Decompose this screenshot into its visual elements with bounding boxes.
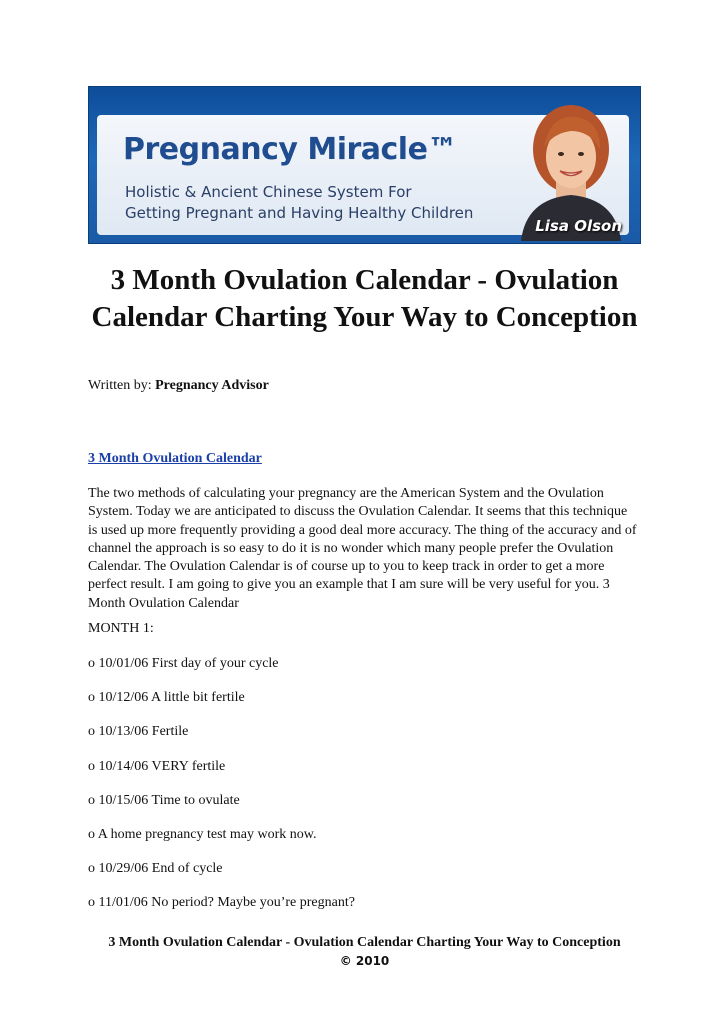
cycle-list — [88, 655, 355, 929]
banner-title: Pregnancy Miracle™ — [123, 132, 457, 167]
byline-prefix: Written by: — [88, 378, 152, 393]
footer-copyright: © 2010 — [339, 954, 390, 968]
list-item: o 10/14/06 VERY fertile — [88, 758, 226, 774]
list-item: o 10/01/06 First day of your cycle — [88, 656, 279, 671]
footer-title: 3 Month Ovulation Calendar - Ovulation Calendar Charting Your Way to Conception — [108, 935, 621, 950]
list-item: o 10/15/06 Time to ovulate — [88, 792, 240, 808]
list-item: o A home pregnancy test may work now. — [88, 826, 317, 842]
byline — [88, 378, 269, 394]
author-name-label: Lisa Olson — [535, 217, 622, 235]
banner-subtitle — [125, 182, 473, 224]
month-heading: MONTH 1: — [88, 621, 154, 636]
article-title: 3 Month Ovulation Calendar - Ovulation Calendar Charting Your Way to Conception — [91, 264, 638, 333]
banner-subtitle-line1: Holistic & Ancient Chinese System For — [125, 183, 412, 201]
list-item: o 10/13/06 Fertile — [88, 724, 189, 740]
byline-author: Pregnancy Advisor — [155, 378, 269, 393]
topic-link[interactable]: 3 Month Ovulation Calendar — [88, 451, 262, 466]
banner-subtitle-line2: Getting Pregnant and Having Healthy Children — [125, 204, 474, 222]
page-footer — [88, 934, 641, 970]
list-item: o 11/01/06 No period? Maybe you’re pregnant? — [88, 895, 355, 911]
article-paragraph: The two methods of calculating your pregnancy are the American System and the Ovulation System. Today we are anticipated to discuss the Ovulation Calendar. It seems that this technique is used up more frequently providing a good deal more accuracy. The thing of the accuracy and of channel the approach is so easy to do it is no wonder which many people prefer the Ovulation Calendar. The Ovulation Calendar is of course up to you to keep track in order to get a more perfect result. I am going to give you an example that I am sure will be very useful for you. 3 Month Ovulation Calendar — [88, 486, 637, 611]
list-item: o 10/12/06 A little bit fertile — [88, 690, 245, 706]
list-item: o 10/29/06 End of cycle — [88, 861, 223, 877]
header-banner — [88, 86, 641, 244]
